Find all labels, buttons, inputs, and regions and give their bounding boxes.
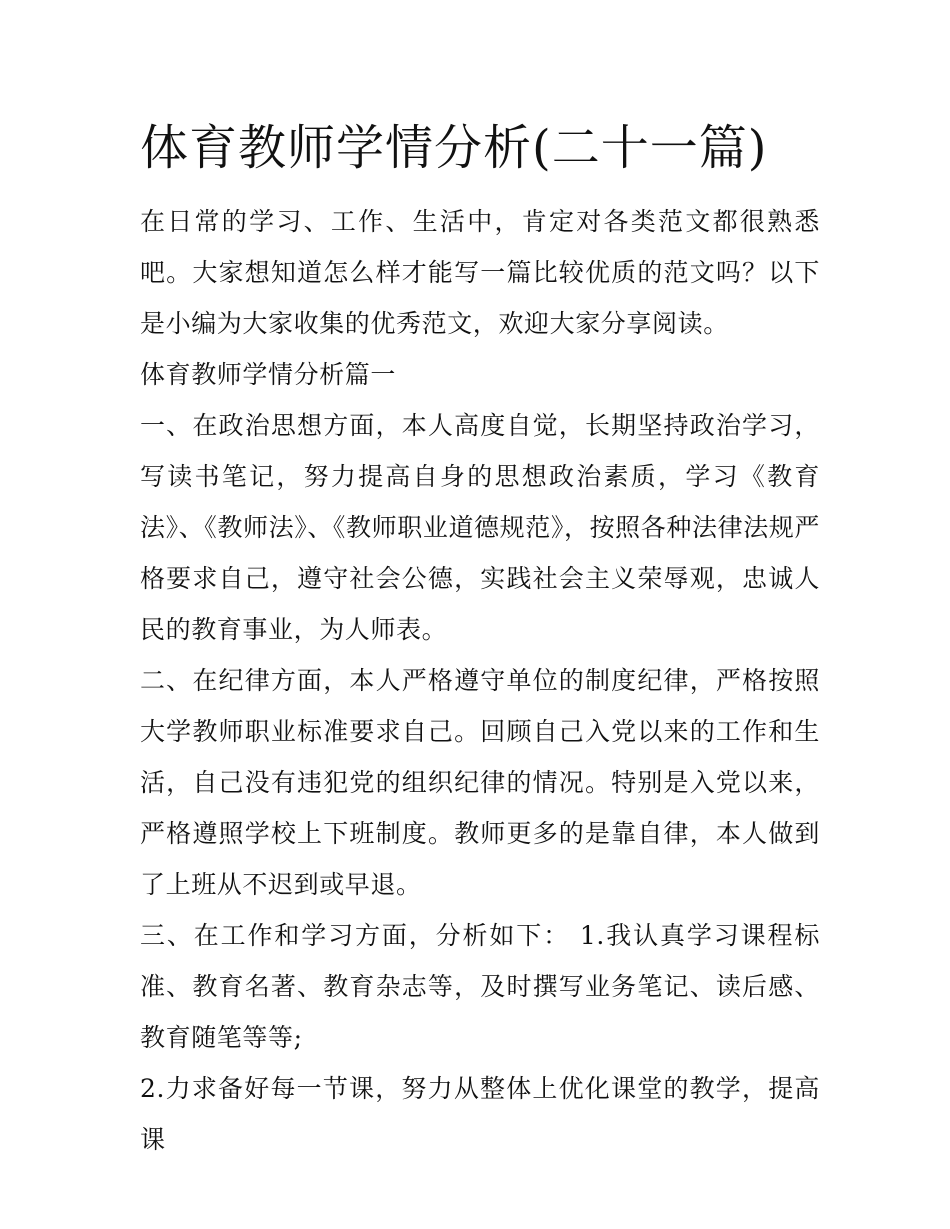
paragraph-discipline: 二、在纪律方面，本人严格遵守单位的制度纪律，严格按照大学教师职业标准要求自己。回顾自己入党以来的工作和生活，自己没有违犯党的组织纪律的情况。特别是入党以来，严格遵照学校上下班制度。教师更多的是靠自律，本人做到了上班从不迟到或早退。 [140, 666, 820, 899]
section-heading: 体育教师学情分析篇一 [140, 360, 397, 389]
document-body [140, 196, 820, 1165]
document-title: 体育教师学情分析(二十一篇) [140, 120, 768, 176]
intro-paragraph: 在日常的学习、工作、生活中，肯定对各类范文都很熟悉吧。大家想知道怎么样才能写一篇比较优质的范文吗？以下是小编为大家收集的优秀范文，欢迎大家分享阅读。 [140, 207, 820, 338]
paragraph-politics: 一、在政治思想方面，本人高度自觉，长期坚持政治学习，写读书笔记，努力提高自身的思想政治素质，学习《教育法》、《教师法》、《教师职业道德规范》，按照各种法律法规严格要求自己，遵守社会公德，实践社会主义荣辱观，忠诚人民的教育事业，为人师表。 [140, 411, 820, 644]
paragraph-lesson-prep: 2.力求备好每一节课，努力从整体上优化课堂的教学，提高课 [140, 1074, 820, 1154]
paragraph-work-study: 三、在工作和学习方面，分析如下： 1.我认真学习课程标准、教育名著、教育杂志等，及时撰写业务笔记、读后感、教育随笔等等; [140, 921, 820, 1052]
